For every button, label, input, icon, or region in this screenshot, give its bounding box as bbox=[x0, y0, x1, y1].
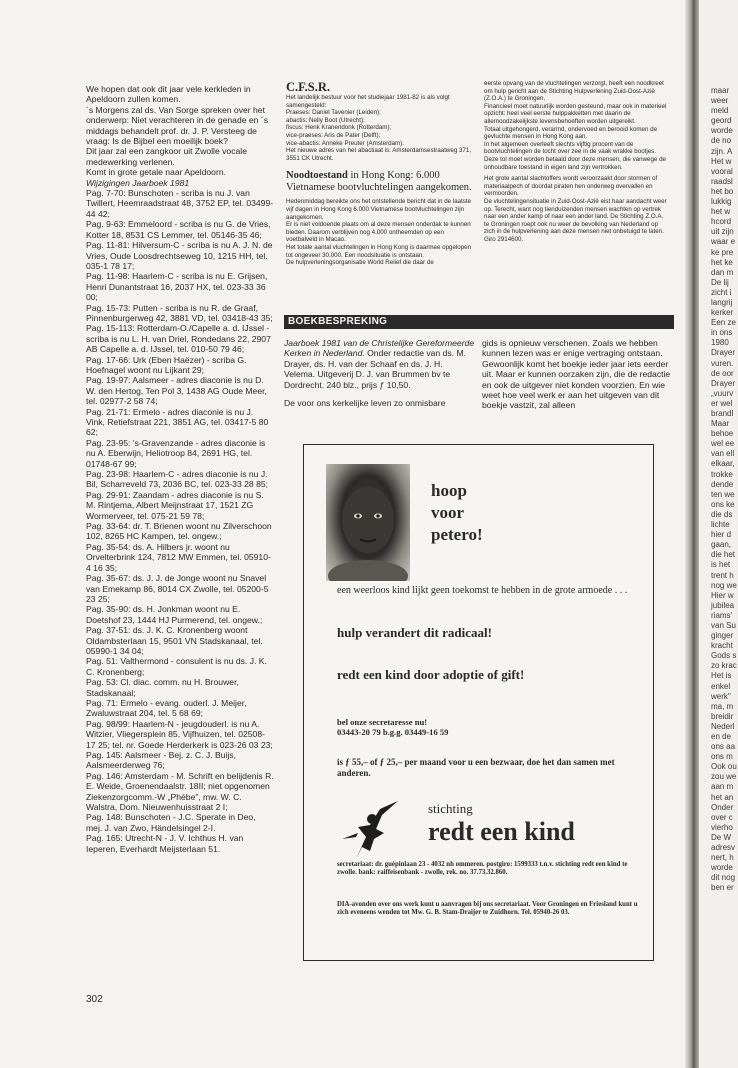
right-page-line: dende bbox=[711, 479, 734, 489]
cfsr-line: Het landelijk bestuur voor het studiejaar 1981-82 is als volgt samengesteld: bbox=[286, 94, 450, 109]
paragraph: Komt in grote getale naar Apeldoorn. bbox=[86, 167, 226, 178]
list-item: Pag. 11-81: Hilversum-C - scriba is nu A. J. N. de Vries, Oude Loosdrechtseweg 10, 1215 HH, tel. 035-1 78 17; bbox=[86, 240, 273, 271]
right-page-line: Het w bbox=[711, 156, 732, 166]
right-page-line: ons m bbox=[711, 752, 733, 762]
right-page-line: Hier w bbox=[711, 590, 734, 600]
right-page-line: het an bbox=[711, 792, 734, 802]
right-page-line: Gods s bbox=[711, 651, 737, 661]
right-page-line: raadsl bbox=[711, 176, 733, 186]
list-item: Pag. 98/99: Haarlem-N - jeugdouderl. is nu A. Witzier, Vliegersplein 85, Vijfhuizen, tel. 02508-17 25; tel. nr. Goede Herderkerk is 023-26 03 23; bbox=[86, 718, 273, 750]
right-page-line: hcord bbox=[711, 217, 732, 227]
right-page-line: geord bbox=[711, 116, 732, 126]
right-page-line: 1980 bbox=[711, 338, 729, 348]
right-page-line: ons ke bbox=[711, 499, 735, 509]
list-item: Pag. 35-90: ds. H. Jonkman woont nu E. Doetshof 23, 1444 HJ Purmerend, tel. ongew.; bbox=[86, 604, 263, 625]
right-page-line: het bo bbox=[711, 186, 734, 196]
ad-headline-line: hoop bbox=[431, 481, 467, 500]
right-page-line: aan m bbox=[711, 782, 734, 792]
paragraph: Het totale aantal vluchtelingen in Hong Kong is daarmee opgelopen tot ongeveer 30.000. Een noodsituatie is ontstaan. bbox=[286, 243, 472, 259]
paragraph: Het grote aantal slachtoffers wordt veroorzaakt door stormen of materiaalpech of doordat piraten hen onderweg overvallen en vermoorden. bbox=[484, 175, 658, 198]
right-page-line: die ds bbox=[711, 509, 733, 519]
right-page-line: waar e bbox=[711, 237, 736, 247]
list-item: Pag. 71: Ermelo - evang. ouderl. J. Meijer, Zwaluwstraat 204, tel. 5 68 69; bbox=[86, 697, 247, 719]
boekbespreking-right bbox=[482, 338, 672, 411]
boekbespreking-intro bbox=[284, 338, 476, 390]
right-page-line: het w bbox=[711, 207, 731, 217]
right-page-line: dit nog bbox=[711, 873, 736, 883]
right-page-line: ke pre bbox=[711, 247, 734, 257]
paragraph: De voor ons kerkelijke leven zo onmisbare bbox=[284, 398, 446, 409]
list-item: Pag. 23-95: 's-Gravenzande - adres diaconie is nu A. Eberwijn, Heliotroop 84, 2691 HG, tel. 01748-67 99; bbox=[86, 437, 266, 469]
right-page-text bbox=[711, 86, 738, 894]
list-item: Pag. 17-66: Urk (Eben Haëzer) - scriba G. Hoefnagel woont nu Lijkant 29; bbox=[86, 354, 247, 375]
right-page-line: De W bbox=[711, 832, 731, 842]
list-item: Pag. 51: Valthermond - consulent is nu ds. J. K. C. Kronenberg; bbox=[86, 656, 267, 677]
list-item: Pag. 7-70: Bunschoten - scriba is nu J. van Twillert, Heemraadstraat 48, 3752 EP, tel. 03499-44 42; bbox=[86, 188, 274, 219]
right-page-line: de oor bbox=[711, 368, 734, 378]
paragraph: Hedenmiddag bereikte ons het ontstellende bericht dat in de laatste vijf dagen in Hong Kong 6.000 Vietnamese bootvluchtelingen zijn aangekomen. bbox=[286, 198, 472, 221]
boekbespreking-header: BOEKBESPREKING bbox=[284, 315, 674, 329]
right-page-line: nert, h bbox=[711, 853, 734, 863]
right-page-line: uit zijn bbox=[711, 227, 734, 237]
ad-call-title: bel onze secretaresse nu! bbox=[337, 717, 428, 727]
right-page-line: worde bbox=[711, 863, 733, 873]
list-item: Pag. 146: Amsterdam - M. Schrift en belijdenis R. E. Weide, Groenendaalstr. 18II; niet opgenomen Ziekenzorgcomm.-W „Phébe”, mw. W. C. Walstra, Dom. Nieuwenhuisstraat 2 I; bbox=[86, 770, 274, 813]
ad-call-numbers: 03443-20 79 b.g.g. 03449-16 59 bbox=[337, 727, 449, 737]
list-item: Pag. 145: Aalsmeer - Bej. z. C. J. Buijs, Aalsmeerderweg 76; bbox=[86, 750, 236, 771]
right-page-line: zicht i bbox=[711, 287, 732, 297]
right-page-line: breidir bbox=[711, 711, 734, 721]
ad-dia: DIA-avonden over ons werk kunt u aanvragen bij ons secretariaat. Voor Groningen en Friesland kunt u zich eveneens wenden tot Mw. G. B. Stam-Draijer te Zuidhorn. Tel. 05940-26 03. bbox=[337, 901, 638, 917]
list-item: Pag. 21-71: Ermelo - adres diaconie is nu J. Vink, Retiefstraat 221, 3851 AG, tel. 03417-5 80 62; bbox=[86, 406, 269, 438]
list-item: Pag. 53: Cl. diac. comm. nu H. Brouwer, Stadskanaal; bbox=[86, 677, 239, 698]
right-page-line: ben er bbox=[711, 883, 734, 893]
ad-headline bbox=[431, 480, 483, 546]
right-page-line: kerker bbox=[711, 308, 734, 318]
right-page-line: ma, m bbox=[711, 701, 734, 711]
list-item: Pag. 29-91: Zaandam - adres diaconie is nu S. M. Rintjema, Albert Meijnstraat 17, 1521 ZG Wormerveer, tel. 075-21 59 78; bbox=[86, 489, 264, 521]
child-photo bbox=[326, 464, 410, 581]
right-page-line: jubilea bbox=[711, 600, 735, 610]
paragraph: eerste opvang van de vluchtelingen verzorgt, heeft een noodkreet om hulp gericht aan de Stichting Hulpverlening Zuid-Oost-Azië (Z.O.A.) te Groningen. bbox=[484, 80, 664, 103]
right-page-line: van Su bbox=[711, 620, 736, 630]
list-item: Pag. 35-67: ds. J. J. de Jonge woont nu Snavel van Emekamp 86, 8014 CX Zwolle, tel. 05200-5 23 25; bbox=[86, 573, 269, 604]
list-item: Pag. 148: Bunschoten - J.C. Sperate in Deo, mej. J. van Zwo, Händelsingel 2-I. bbox=[86, 812, 256, 833]
right-page-line: trokke bbox=[711, 469, 733, 479]
list-item: Pag. 15-73: Putten - scriba is nu R. de Graaf, Pinnenburgerweg 42, 3881 VD, tel. 03418-43 35; bbox=[86, 302, 273, 323]
right-page-line: enkel bbox=[711, 681, 731, 691]
paragraph: ´s Morgens zal ds. Van Sorge spreken over het onderwerp: Niet verachteren in de genade en ´s middags behandelt prof. dr. J. P. Versteeg de vraag: Is de Bijbel een moeilijk boek? bbox=[86, 104, 269, 147]
ad-slogan-adopt: redt een kind door adoptie of gift! bbox=[337, 667, 525, 682]
cfsr-line: vice-abactis: Anneke Preuter (Amsterdam). bbox=[286, 139, 404, 147]
right-page-edge bbox=[699, 0, 738, 1068]
book-details: Onder redactie van ds. M. Drayer, ds. H. van der Schaaf en ds. J. H. Velema. Uitgeverij D. J. van Brummen bv te Dordrecht. 240 blz., prijs ƒ 10,50. bbox=[284, 348, 466, 390]
right-page-line: ginger bbox=[711, 631, 734, 641]
ad-brand: redt een kind bbox=[428, 817, 575, 846]
ad-price: is ƒ 55,– of ƒ 25,– per maand voor u een bezwaar, doe het dan samen met anderen. bbox=[337, 757, 615, 778]
right-page-line: Een ze bbox=[711, 318, 736, 328]
right-page-line: vuren. bbox=[711, 358, 734, 368]
right-page-line: gaan, bbox=[711, 540, 732, 550]
right-page-line: maar bbox=[711, 86, 730, 95]
list-item: Pag. 35-54: ds. A. Hilbers jr. woont nu Orvelterbrink 124, 7812 MW Emmen, tel. 05910-4 16 35; bbox=[86, 541, 271, 573]
wijzigingen-heading: Wijzigingen Jaarboek 1981 bbox=[86, 177, 190, 188]
right-page-line: kracht bbox=[711, 641, 733, 651]
right-page-line: worde bbox=[711, 126, 733, 136]
wijzigingen-list bbox=[86, 188, 274, 854]
right-page-line: De lij bbox=[711, 277, 729, 287]
right-page-line: elkaar, bbox=[711, 459, 735, 469]
right-page-line: zo krac bbox=[711, 661, 737, 671]
right-page-line: wel ee bbox=[711, 439, 735, 449]
right-page-line: de no bbox=[711, 136, 732, 146]
list-item: Pag. 165: Utrecht-N - J. V. Ichthus H. van Ieperen, Everhardt Meijsterlaan 51. bbox=[86, 833, 244, 854]
noodtoestand-heading-rest: in Hong Kong: 6.000 Vietnamese bootvluchtelingen aangekomen. bbox=[286, 170, 472, 194]
right-page-line: werk" bbox=[711, 691, 731, 701]
right-page-line: zou we bbox=[711, 772, 737, 782]
right-page-line: en de bbox=[711, 732, 732, 741]
right-page-line: die het bbox=[711, 550, 736, 560]
right-page-line: over c bbox=[711, 812, 733, 822]
page-number: 302 bbox=[86, 994, 103, 1005]
paragraph: De vluchtelingensituatie in Zuid-Oost-Azië eist haar aandacht weer op. Terecht, want nog tienduizenden mensen wachten op vertrek naar een ander kamp of naar een ander land. De Stichting Z.O.A. te Groningen roept ook nu weer de bevolking van Nederland op zich in de hulpverlening aan deze mensen niet onbetuigd te laten. Giro 2914600. bbox=[484, 197, 667, 243]
redt-een-kind-advert bbox=[303, 444, 654, 961]
cfsr-line: vice-praeses: Aris de Pater (Delft); bbox=[286, 131, 381, 139]
column-cfsr-noodtoestand bbox=[286, 80, 474, 267]
ad-secretariat: secretariaat: dr. guépinlaan 23 - 4032 nh ommeren. postgiro: 1599333 t.n.v. stichting redt een kind te zwolle. bank: raiffeisenbank - zwolle, rek. no. 37.73.32.860. bbox=[337, 861, 628, 877]
list-item: Pag. 33-64: dr. T. Brienen woont nu Zilverschoon 102, 8265 HC Kampen, tel. ongew.; bbox=[86, 521, 272, 542]
right-page-line: in ons bbox=[711, 328, 733, 338]
paragraph: We hopen dat ook dit jaar vele kerkleden in Apeldoorn zullen komen. bbox=[86, 84, 251, 105]
list-item: Pag. 19-97: Aalsmeer - adres diaconie is nu D. W. den Hertog, Ten Pol 3, 1438 AG Oude Meer, tel. 02977-2 58 74; bbox=[86, 375, 267, 407]
list-item: Pag. 23-98: Haarlem-C - adres diaconie is nu J. Bil, Scharreveld 73, 2036 BC, tel. 023-33 28 85; bbox=[86, 469, 269, 490]
book-gutter bbox=[685, 0, 699, 1068]
ad-slogan-help: hulp verandert dit radicaal! bbox=[337, 625, 492, 640]
right-page-line: brandl bbox=[711, 409, 734, 418]
column-zoa bbox=[484, 80, 670, 243]
right-page-line: trent h bbox=[711, 570, 734, 580]
paragraph: De hulpverleningsorganisatie World Relief die daar de bbox=[286, 259, 434, 267]
cfsr-line: abactis: Nelly Boot (Utrecht); bbox=[286, 116, 365, 124]
ad-stichting: stichting bbox=[428, 801, 473, 816]
right-page-line: het ke bbox=[711, 257, 733, 267]
paragraph: gids is opnieuw verschenen. Zoals we hebben kunnen lezen was er enige vertraging ontstaan. Gewoonlijk komt het boekje ieder jaar iets eerder uit. Maar er kunnen oorzaken zijn, die de redactie en ook de uitgever niet konden voorzien. En wie weet hoe veel werk er aan het uitgeven van dit boekje vastzit, zal alleen bbox=[482, 338, 671, 411]
ad-intro: een weerloos kind lijkt geen toekomst te hebben in de grote armoede . . . bbox=[337, 585, 628, 596]
column-announcements bbox=[86, 84, 274, 854]
ad-call bbox=[337, 717, 448, 737]
right-page-line: zijn. A bbox=[711, 146, 733, 156]
cfsr-line: Praeses: Daniel Tavenier (Leiden); bbox=[286, 109, 381, 117]
right-page-line: lukkig bbox=[711, 197, 732, 207]
paragraph: Financieel moet natuurlijk worden gesteund, maar ook in materieel opzicht: heel veel eerste hulppakketten met daarin de allernoodzakelijkste levensbehoeften worden uitgereikt. bbox=[484, 102, 667, 125]
paragraph: Dit jaar zal een zangkoor uit Zwolle vocale medewerking verlenen. bbox=[86, 146, 247, 167]
paragraph: Totaal uitgehongerd, verarmd, ondervoed en berooid komen de gevluchte mensen in Hong Kong aan. bbox=[484, 125, 658, 141]
right-page-line: riams' bbox=[711, 610, 733, 620]
noodtoestand-heading bbox=[286, 170, 474, 194]
right-page-line: Maar bbox=[711, 419, 730, 429]
list-item: Pag. 15-113: Rotterdam-O./Capelle a. d. IJssel - scriba is nu L. H. van Driel, Rondedans 22, 2907 AB Capelle a. d. IJssel, tel. 010-50 79 46; bbox=[86, 323, 271, 355]
right-page-line: langrij bbox=[711, 297, 733, 307]
boekbespreking-left bbox=[284, 338, 476, 408]
book-title: Jaarboek 1981 van de Christelijke Gereformeerde Kerken in Nederland. bbox=[284, 338, 475, 359]
paragraph: In het algemeen overleeft slechts vijftig procent van de bootvluchtelingen de tocht over zee in de vaak wrakke bootjes. Deze tol moet worden betaald door deze mensen, die vanwege de onhoudbare toestand in eigen land zijn vertrokken. bbox=[484, 140, 666, 171]
right-page-line: van ell bbox=[711, 449, 735, 459]
ad-headline-line: voor bbox=[431, 503, 465, 522]
right-page-line: adresv bbox=[711, 843, 736, 853]
right-page-line: dan m bbox=[711, 267, 734, 277]
right-page-line: weer bbox=[711, 96, 729, 106]
ad-headline-line: petero! bbox=[431, 525, 483, 544]
noodtoestand-heading-bold: Noodtoestand bbox=[286, 170, 348, 182]
right-page-line: Het is bbox=[711, 671, 732, 681]
right-page-line: nog we bbox=[711, 580, 737, 590]
right-page-line: Nederl bbox=[711, 721, 735, 731]
right-page-line: er wel bbox=[711, 398, 733, 408]
right-page-line: lichte bbox=[711, 520, 730, 530]
right-page-line: meld bbox=[711, 106, 729, 116]
cfsr-heading: C.F.S.R. bbox=[286, 80, 330, 94]
child-face-icon bbox=[326, 464, 410, 581]
right-page-line: Ook ou bbox=[711, 762, 737, 772]
list-item: Pag. 37-51: ds. J. K. C. Kronenberg woont Oldambsterlaan 15, 9501 VN Stadskanaal, tel. 05990-1 34 04; bbox=[86, 625, 263, 656]
right-page-line: ten we bbox=[711, 489, 735, 499]
list-item: Pag. 11-98: Haarlem-C - scriba is nu E. Grijsen, Henri Dunantstraat 16, 2037 HX, tel. 023-33 36 00; bbox=[86, 271, 268, 303]
right-page-line: Drayer bbox=[711, 348, 736, 358]
right-page-line: Onder bbox=[711, 802, 734, 812]
right-page-line: „vuurv bbox=[711, 388, 734, 398]
right-page-line: Drayer bbox=[711, 378, 736, 388]
right-page-line: behoe bbox=[711, 429, 734, 439]
cfsr-line: fiscus: Henk Kranendonk (Rotterdam); bbox=[286, 124, 392, 132]
right-page-line: vooral bbox=[711, 166, 733, 176]
cfsr-line: Het nieuwe adres van het abactiaat is: Amsterdamsestraatweg 371, 3551 CK Utrecht. bbox=[286, 147, 472, 162]
right-page-line: is het bbox=[711, 560, 731, 570]
right-page-line: ons aa bbox=[711, 742, 736, 752]
running-child-logo-icon bbox=[336, 799, 406, 864]
list-item: Pag. 9-63: Emmeloord - scriba is nu G. de Vries, Kotter 18, 8531 CS Lemmer, tel. 05146-35 46; bbox=[86, 219, 271, 240]
paragraph: Er is niet voldoende plaats om al deze mensen onderdak te kunnen bieden. Daarom verblijven nog 4.000 ontheemden op een voetbalveld in Macao. bbox=[286, 221, 471, 244]
right-page-line: hier d bbox=[711, 530, 732, 540]
right-page-line: vierho bbox=[711, 822, 733, 832]
